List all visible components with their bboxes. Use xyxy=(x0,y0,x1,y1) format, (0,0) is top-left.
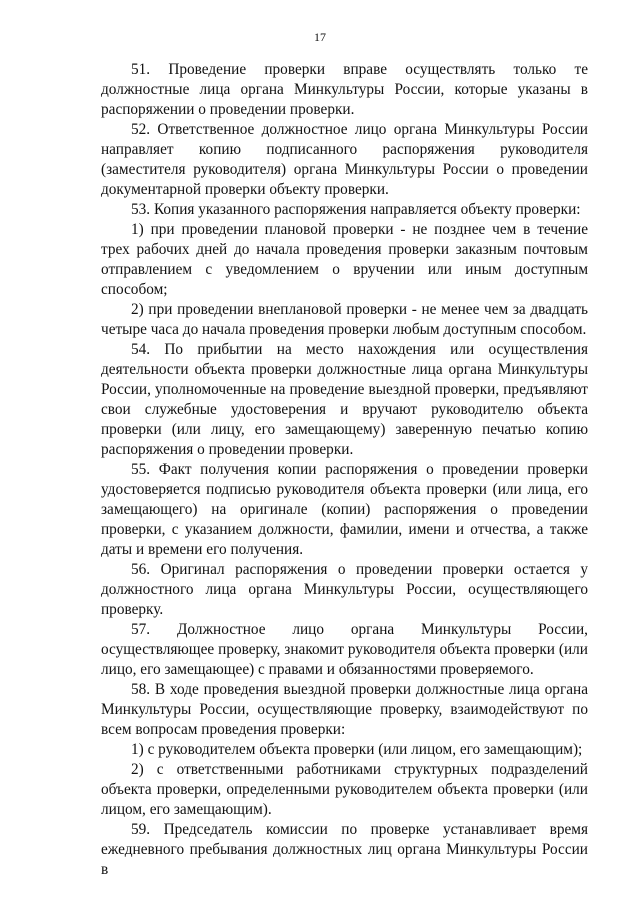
paragraph-53-item-1: 1) при проведении плановой проверки - не позднее чем в течение трех рабочих дней до начала проведения проверки заказным почтовым отправлением с уведомлением о вручении или иным доступным способом; xyxy=(101,221,588,298)
paragraph-59: 59. Председатель комиссии по проверке устанавливает время ежедневного пребывания должностных лиц органа Минкультуры России в xyxy=(101,821,588,878)
paragraph-54: 54. По прибытии на место нахождения или осуществления деятельности объекта проверки должностные лица органа Минкультуры России, уполномоченные на проведение выездной проверки, предъявляют свои служебные удостоверения и вручают руководителю объекта проверки (или лицу, его замещающему) заверенную печатью копию распоряжения о проведении проверки. xyxy=(101,341,588,458)
paragraph-58: 58. В ходе проведения выездной проверки должностные лица органа Минкультуры России, осуществляющие проверку, взаимодействуют по всем вопросам проведения проверки: xyxy=(101,681,588,738)
paragraph-58-item-2: 2) с ответственными работниками структурных подразделений объекта проверки, определенными руководителем объекта проверки (или лицом, его замещающим). xyxy=(101,761,588,818)
page-number: 17 xyxy=(314,30,326,44)
paragraph-57: 57. Должностное лицо органа Минкультуры России, осуществляющее проверку, знакомит руководителя объекта проверки (или лицо, его замещающее) с правами и обязанностями проверяемого. xyxy=(101,621,588,678)
paragraph-56: 56. Оригинал распоряжения о проведении проверки остается у должностного лица органа Минкультуры России, осуществляющего проверку. xyxy=(101,561,588,618)
paragraph-52: 52. Ответственное должностное лицо органа Минкультуры России направляет копию подписанного распоряжения руководителя (заместителя руководителя) органа Минкультуры России о проведении документарной проверки объекту проверки. xyxy=(101,121,588,198)
paragraph-55: 55. Факт получения копии распоряжения о проведении проверки удостоверяется подписью руководителя объекта проверки (или лица, его замещающего) на оригинале (копии) распоряжения о проведении проверки, с указанием должности, фамилии, имени и отчества, а также даты и времени его получения. xyxy=(101,461,588,558)
paragraph-58-item-1: 1) с руководителем объекта проверки (или лицом, его замещающим); xyxy=(131,741,583,758)
paragraph-53: 53. Копия указанного распоряжения направляется объекту проверки: xyxy=(131,201,581,218)
document-body xyxy=(101,60,588,880)
paragraph-51: 51. Проведение проверки вправе осуществлять только те должностные лица органа Минкультуры России, которые указаны в распоряжении о проведении проверки. xyxy=(101,61,588,118)
paragraph-53-item-2: 2) при проведении внеплановой проверки - не менее чем за двадцать четыре часа до начала проведения проверки любым доступным способом. xyxy=(101,301,588,338)
